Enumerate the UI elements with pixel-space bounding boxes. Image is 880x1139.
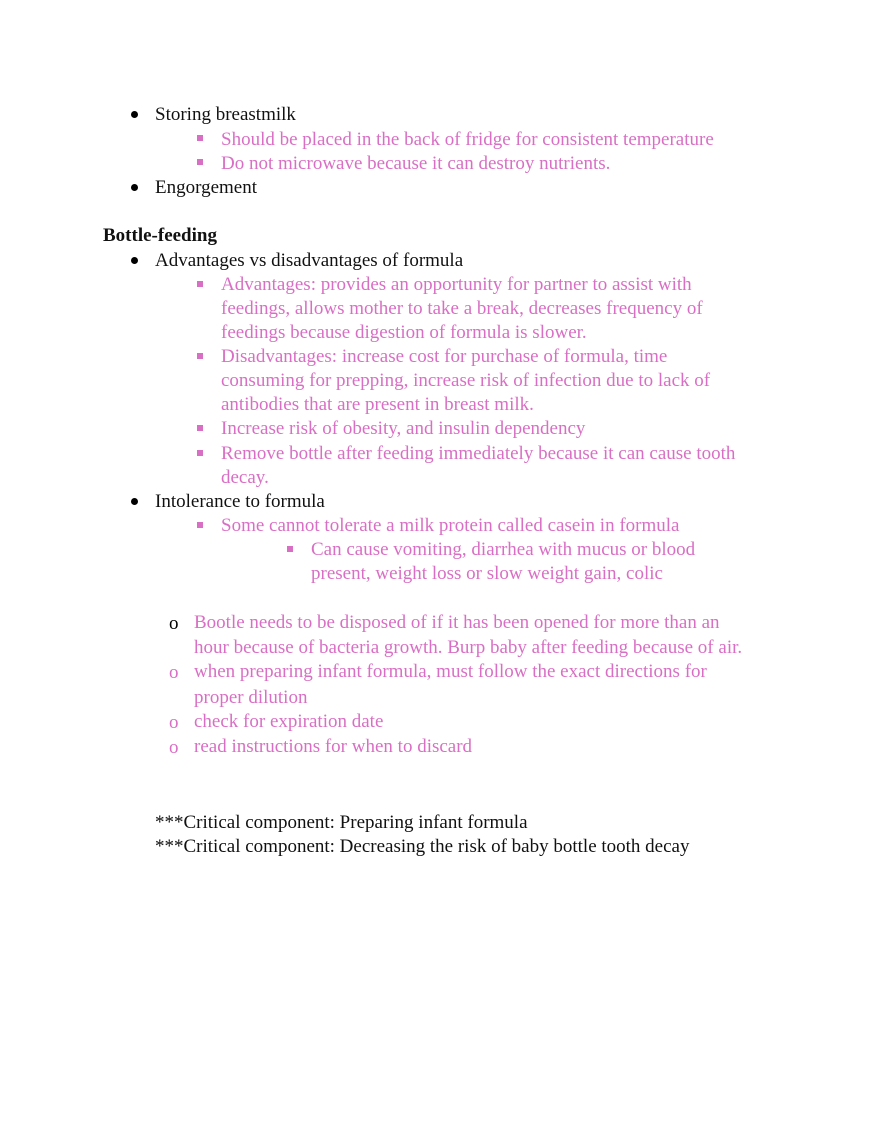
- advantages-line-3: feedings because digestion of formula is slower.: [221, 322, 587, 343]
- preparing-line-1: when preparing infant formula, must follow the exact directions for: [194, 661, 707, 682]
- bottle-feeding-heading: Bottle-feeding: [103, 225, 217, 246]
- square-bullet: [197, 135, 203, 141]
- storing-breastmilk-title: Storing breastmilk: [155, 104, 296, 125]
- square-bullet: [197, 522, 203, 528]
- casein-item: Some cannot tolerate a milk protein called casein in formula: [221, 515, 680, 536]
- remove-bottle-line-2: decay.: [221, 467, 269, 488]
- storing-item-microwave: Do not microwave because it can destroy nutrients.: [221, 153, 611, 174]
- bootle-line-2: hour because of bacteria growth. Burp baby after feeding because of air.: [194, 637, 743, 658]
- storing-item-fridge: Should be placed in the back of fridge for consistent temperature: [221, 129, 714, 150]
- square-bullet: [197, 425, 203, 431]
- remove-bottle-line-1: Remove bottle after feeding immediately because it can cause tooth: [221, 443, 736, 464]
- disadvantages-line-1: Disadvantages: increase cost for purchase of formula, time: [221, 346, 668, 367]
- bootle-line-1: Bootle needs to be disposed of if it has been opened for more than an: [194, 612, 720, 633]
- square-bullet: [197, 450, 203, 456]
- circle-bullet: o: [169, 662, 179, 683]
- bullet-dot: [131, 257, 138, 264]
- disadvantages-line-3: antibodies that are present in breast milk.: [221, 394, 534, 415]
- expiration-item: check for expiration date: [194, 711, 384, 732]
- disadvantages-line-2: consuming for prepping, increase risk of infection due to lack of: [221, 370, 711, 391]
- bullet-dot: [131, 111, 138, 118]
- intolerance-title: Intolerance to formula: [155, 491, 325, 512]
- square-bullet: [197, 353, 203, 359]
- square-bullet: [197, 281, 203, 287]
- critical-component-2: ***Critical component: Decreasing the risk of baby bottle tooth decay: [155, 836, 690, 857]
- bullet-dot: [131, 184, 138, 191]
- advantages-line-2: feedings, allows mother to take a break, decreases frequency of: [221, 298, 703, 319]
- discard-item: read instructions for when to discard: [194, 736, 473, 757]
- critical-component-1: ***Critical component: Preparing infant formula: [155, 812, 528, 833]
- symptoms-line-2: present, weight loss or slow weight gain, colic: [311, 563, 663, 584]
- circle-bullet: o: [169, 712, 179, 733]
- engorgement-title: Engorgement: [155, 177, 258, 198]
- bullet-dot: [131, 498, 138, 505]
- circle-bullet: o: [169, 737, 179, 758]
- square-bullet: [197, 159, 203, 165]
- square-bullet: [287, 546, 293, 552]
- advantages-title: Advantages vs disadvantages of formula: [155, 250, 464, 271]
- obesity-item: Increase risk of obesity, and insulin dependency: [221, 418, 586, 439]
- preparing-line-2: proper dilution: [194, 687, 308, 708]
- symptoms-line-1: Can cause vomiting, diarrhea with mucus or blood: [311, 539, 696, 560]
- advantages-line-1: Advantages: provides an opportunity for partner to assist with: [221, 274, 692, 295]
- circle-bullet: o: [169, 613, 179, 634]
